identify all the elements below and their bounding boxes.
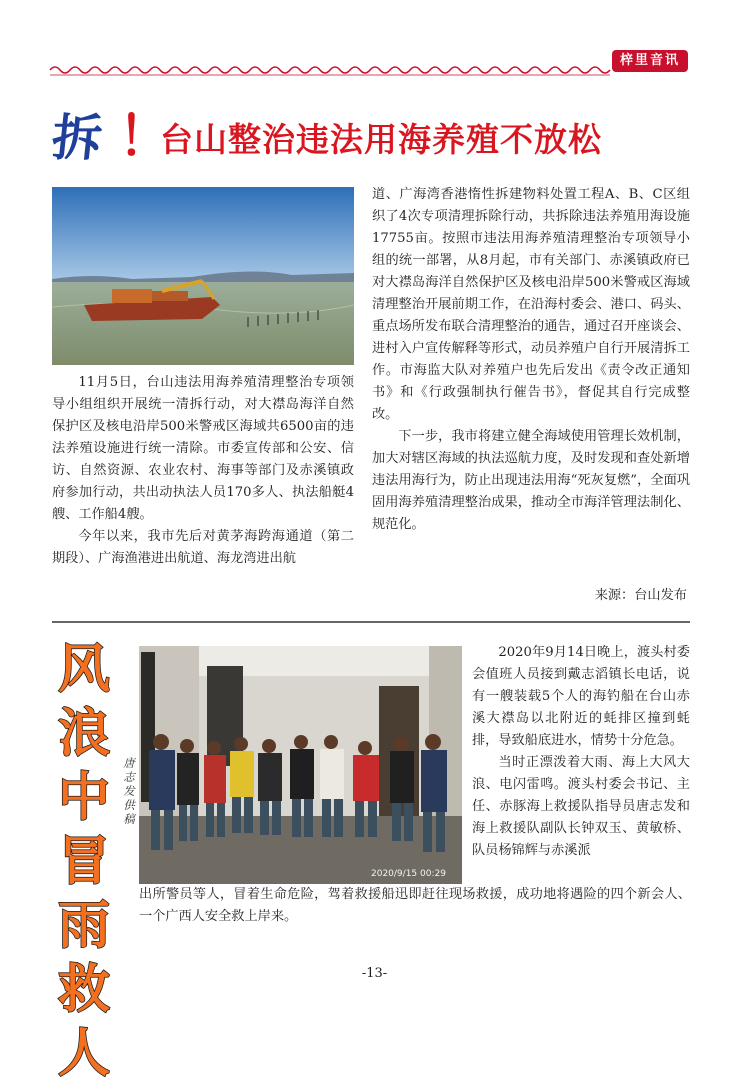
article1-photo (52, 187, 354, 365)
article1-left-column (52, 372, 354, 570)
page-number: -13- (361, 966, 388, 981)
article1-paragraph-2-start: 今年以来，我市先后对黄茅海跨海通道（第二期段）、广海渔港进出航道、海龙湾进出航 (52, 529, 354, 566)
vtitle-char: 浪 (57, 704, 110, 764)
title-exclamation: ！ (118, 104, 172, 168)
vtitle-char: 中 (57, 768, 110, 828)
article2-bottom-text (139, 884, 691, 928)
article2-paragraph-1: 2020年9月14日晚上，渡头村委会值班人员接到戴志滔镇长电话，说有一艘装载5个人的海钓船在台山赤溪大襟岛以北附近的蚝排区撞到蚝排，导致船底进水，情势十分危急。 (472, 645, 690, 748)
vtitle-char: 人 (57, 1024, 110, 1084)
credit-char: 供 (123, 798, 135, 812)
article2-right-column (472, 642, 690, 862)
article1-source: 来源：台山发布 (594, 588, 687, 603)
article1-right-column (372, 184, 690, 536)
photo-credit (122, 756, 136, 826)
article2-photo (139, 646, 462, 884)
vtitle-char: 风 (57, 640, 110, 700)
article2-paragraph-2-cont: 出所警员等人，冒着生命危险，驾着救援船迅即赶往现场救援，成功地将遇险的四个新会人、一个广西人安全救上岸来。 (139, 887, 691, 924)
credit-char: 唐 (123, 756, 135, 770)
vtitle-char: 雨 (57, 896, 110, 956)
article1-paragraph-2-cont: 道、广海湾香港惰性拆建物料处置工程A、B、C区组织了4次专项清理拆除行动，共拆除违法养殖用海设施17755亩。按照市违法用海养殖清理整治专项领导小组的统一部署，从8月起，市有关部门、赤溪镇政府已对大襟岛海洋自然保护区及核电沿岸500米警戒区海域清理整治开展前期工作，在沿海村委会、港口、码头、重点场所发布联合清理整治的通告，通过召开座谈会、进村入户宣传解释等形式，动员养殖户自行开展清拆工作。市海监大队对养殖户也先后发出《责令改正通知书》和《行政强制执行催告书》，督促其自行完成整改。 (372, 187, 690, 422)
article1-title (48, 104, 702, 168)
article1-headline: 台山整治违法用海养殖不放松 (160, 120, 602, 159)
title-char-chai: 拆 (48, 108, 106, 167)
article1-paragraph-1: 11月5日，台山违法用海养殖清理整治专项领导小组组织开展统一清拆行动，对大襟岛海洋自然保护区及核电沿岸500米警戒区海域共6500亩的违法养殖设施进行统一清除。市委宣传部和公安、信访、自然资源、农业农村、海事等部门及赤溪镇政府参加行动，共出动执法人员170多人、执法船艇4艘、工作船4艘。 (52, 375, 354, 522)
credit-char: 发 (123, 784, 135, 798)
section-divider (52, 621, 690, 623)
article1-paragraph-3: 下一步，我市将建立健全海域使用管理长效机制，加大对辖区海域的执法巡航力度，及时发现和查处新增违法用海行为，防止出现违法用海“死灰复燃”，全面巩固用海养殖清理整治成果，推动全市海洋管理法制化、规范化。 (372, 429, 690, 532)
vtitle-char: 冒 (57, 832, 110, 892)
credit-char: 稿 (123, 812, 135, 826)
photo-timestamp: 2020/9/15 00:29 (371, 869, 446, 879)
section-badge: 梓里音讯 (612, 50, 688, 72)
vtitle-char: 救 (57, 960, 110, 1020)
article2-vertical-title (52, 638, 116, 1086)
header-wave-line (50, 62, 610, 78)
credit-char: 志 (123, 770, 135, 784)
article2-paragraph-2-start: 当时正漂泼着大雨、海上大风大浪、电闪雷鸣。渡头村委会书记、主任、赤豚海上救援队指导员唐志发和海上救援队副队长钟双玉、黄敏桥、队员杨锦辉与赤溪派 (472, 755, 690, 858)
